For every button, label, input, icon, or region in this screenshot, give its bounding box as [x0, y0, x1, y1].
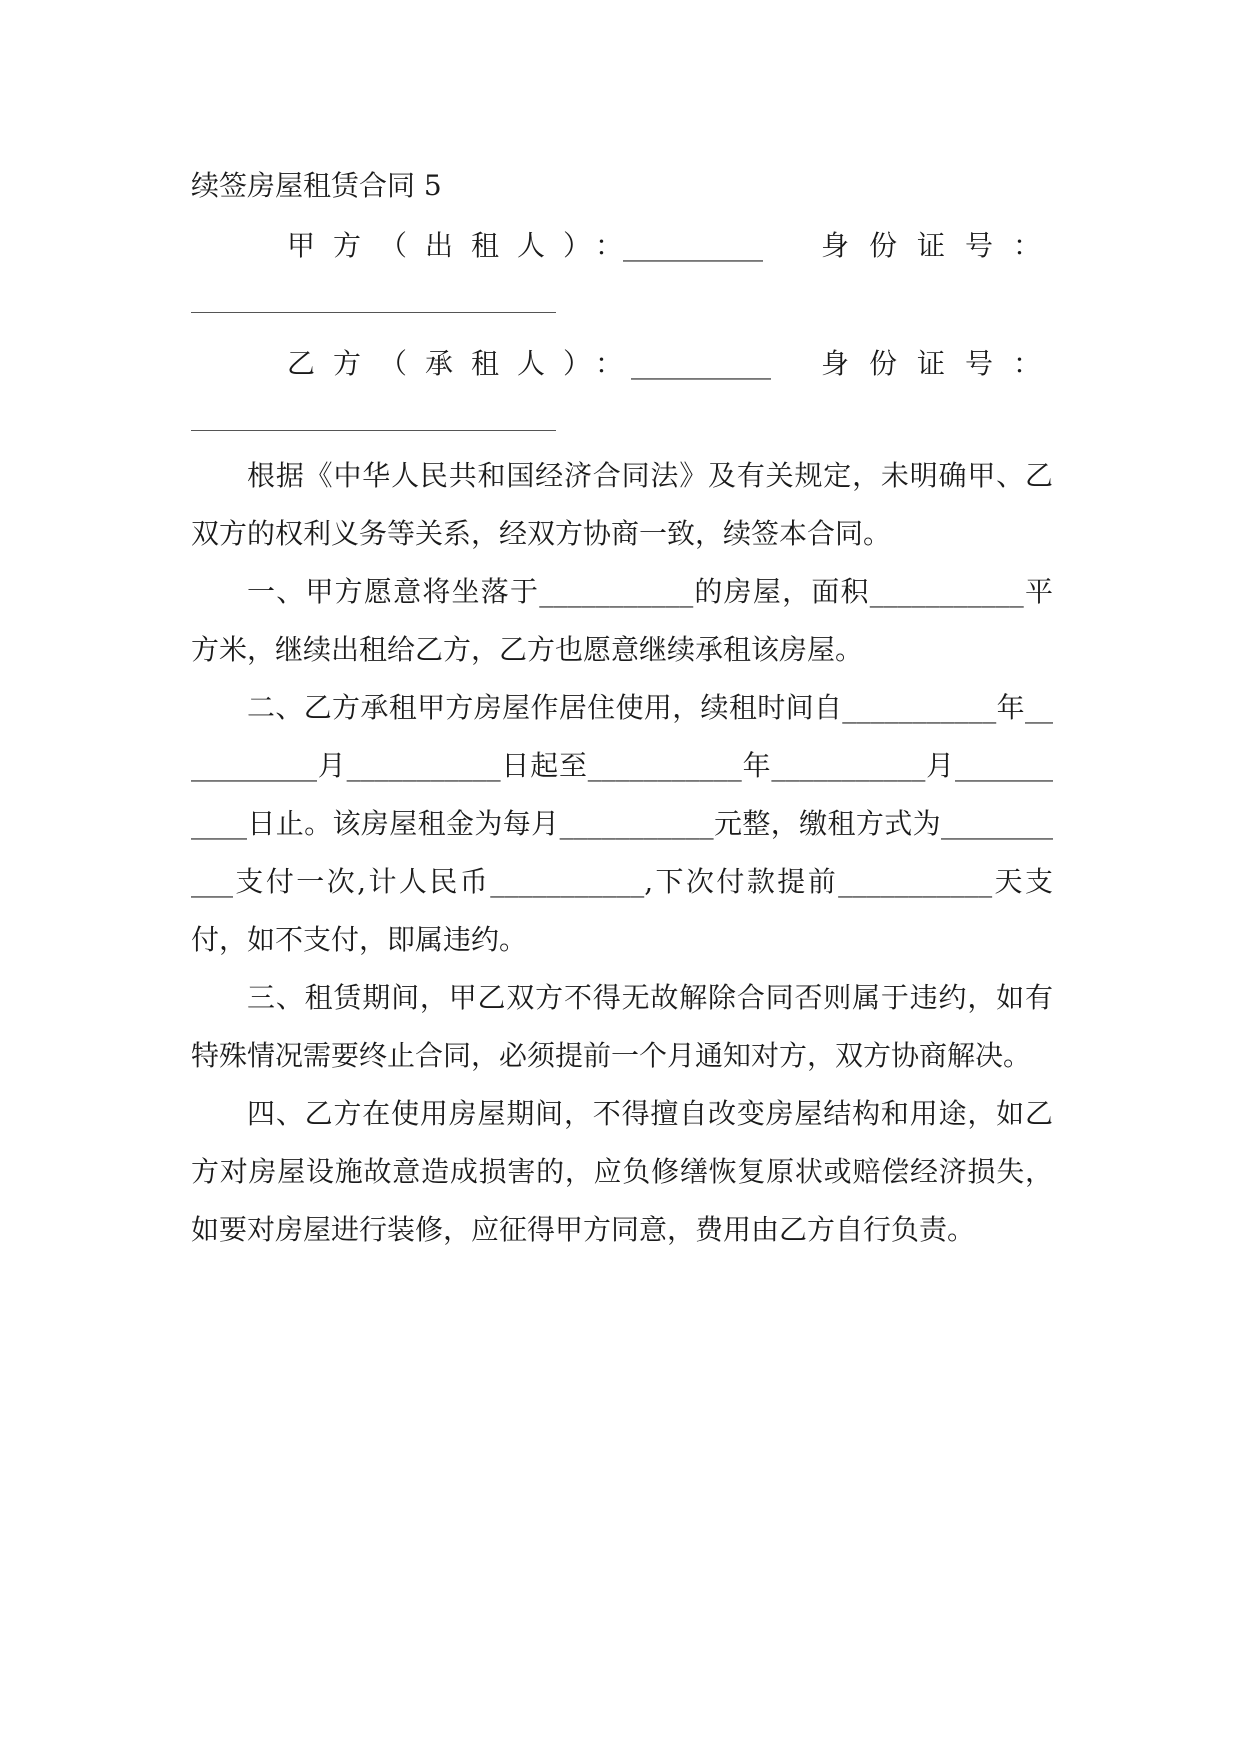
party-a-name-blank: __________: [623, 229, 763, 262]
paragraph-clause-1: 一、甲方愿意将坐落于___________的房屋，面积___________平方米，继续出租给乙方，乙方也愿意继续承租该房屋。: [191, 575, 1053, 666]
paragraph-preamble: 根据《中华人民共和国经济合同法》及有关规定，未明确甲、乙双方的权利义务等关系，经双方协商一致，续签本合同。: [191, 459, 1053, 550]
document-title: 续签房屋租赁合同 5: [191, 169, 442, 202]
party-b-label: 乙方（承租人）：: [287, 347, 642, 380]
party-a-id-label: 身份证号：: [820, 229, 1061, 262]
party-a-id-blank: [191, 312, 556, 313]
paragraph-clause-3: 三、租赁期间，甲乙双方不得无故解除合同否则属于违约，如有特殊情况需要终止合同，必须提前一个月通知对方，双方协商解决。: [191, 981, 1053, 1072]
party-b-id-label: 身份证号：: [820, 347, 1061, 380]
paragraph-clause-2: 二、乙方承租甲方房屋作居住使用，续租时间自___________年___________月___________日起至___________年___________月___________日止。该房屋租金为每月___________元整，缴租方式为___________支付一次,计人民币___________,下次付款提前___________天支付，如不支付，即属违约。: [191, 691, 1053, 956]
document-body: [191, 447, 1053, 1259]
party-b-id-blank: [191, 430, 556, 431]
party-a-label: 甲方（出租人）：: [287, 229, 642, 262]
party-b-name-blank: __________: [631, 347, 771, 380]
paragraph-clause-4: 四、乙方在使用房屋期间，不得擅自改变房屋结构和用途，如乙方对房屋设施故意造成损害的，应负修缮恢复原状或赔偿经济损失，如要对房屋进行装修，应征得甲方同意，费用由乙方自行负责。: [191, 1097, 1053, 1246]
